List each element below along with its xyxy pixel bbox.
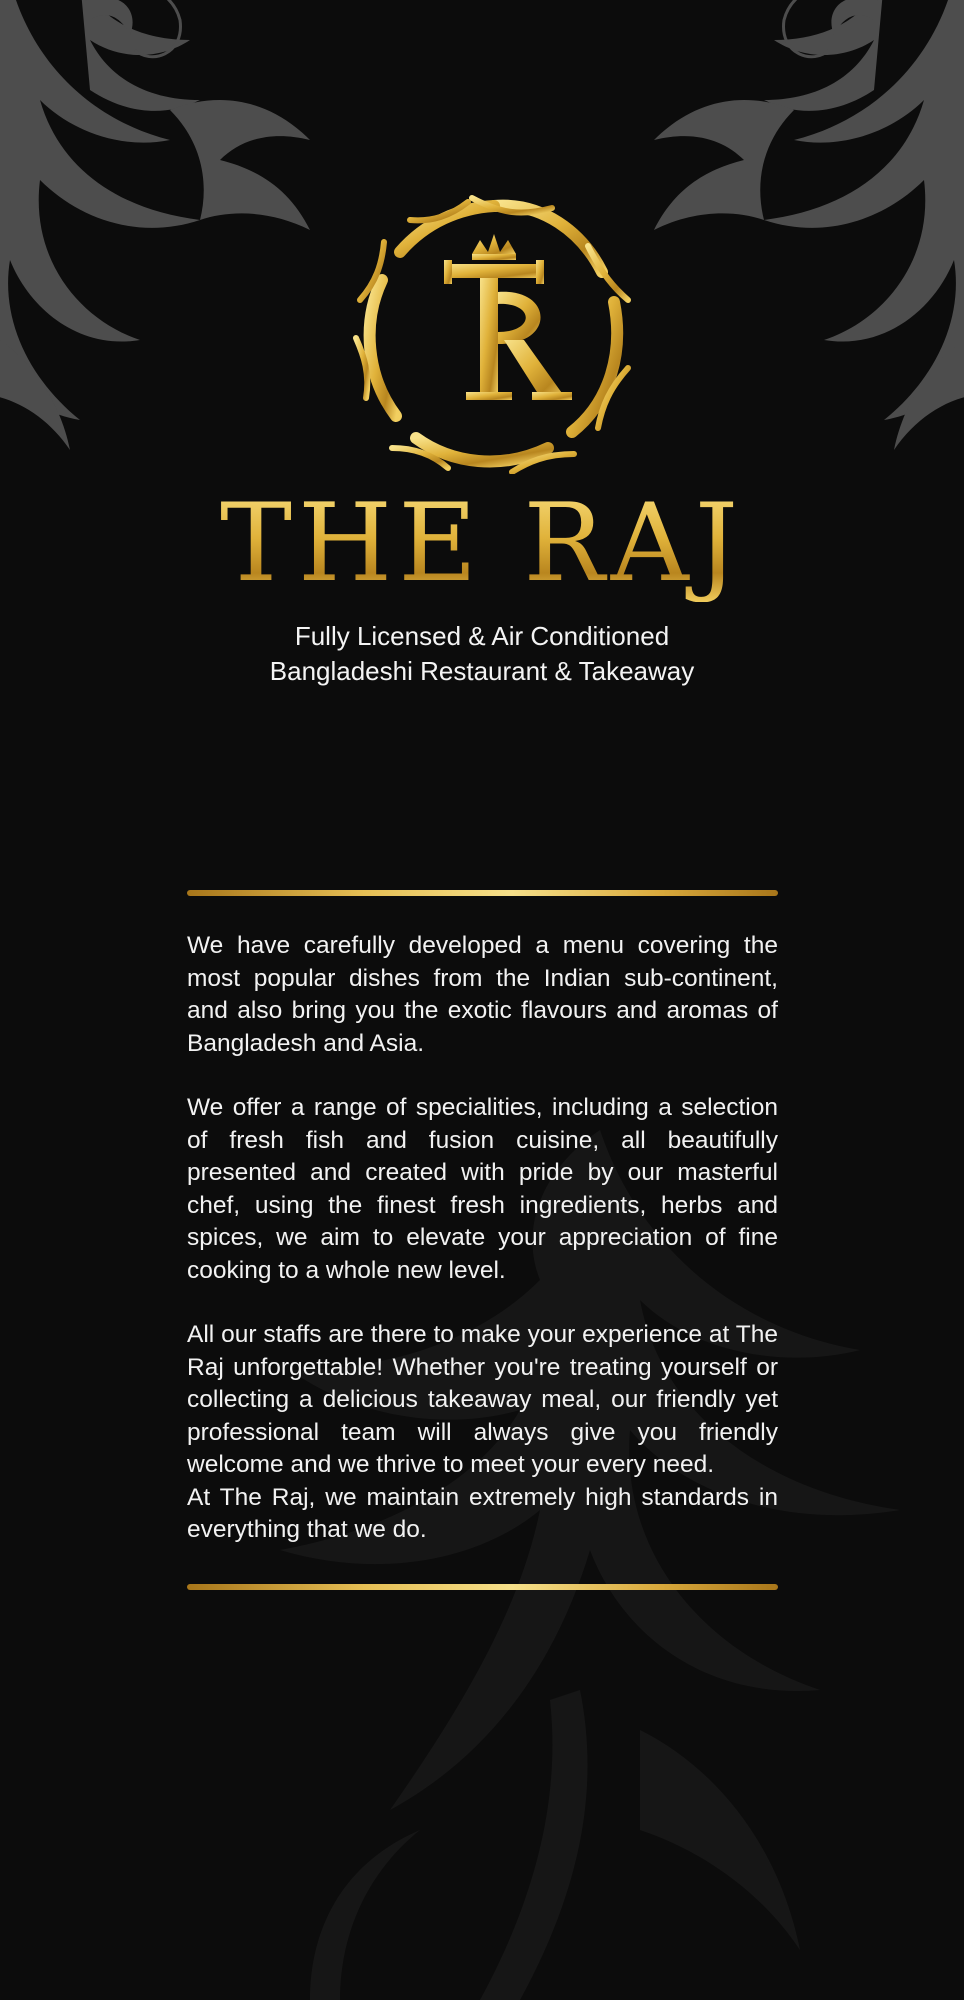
brand-name: THE RAJ <box>0 486 964 602</box>
gold-divider-bottom <box>187 1584 778 1590</box>
tagline-licensed: Fully Licensed & Air Conditioned <box>294 621 670 651</box>
tagline-restaurant-type: Bangladeshi Restaurant & Takeaway <box>269 656 695 686</box>
intro-paragraph-specialities: We offer a range of specialities, including a selection of fresh fish and fusion cuisine, all beautifully presented and created with pride by our masterful chef, using the finest fresh ingredients, herbs and spices, we aim to elevate your appreciation of fine cooking to a whole new level. <box>187 1094 778 1284</box>
floral-ornament-top-right-icon <box>614 0 964 460</box>
gold-divider-top <box>187 890 778 896</box>
floral-ornament-top-left-icon <box>0 0 350 460</box>
raj-crest-emblem-icon <box>352 192 636 474</box>
intro-paragraph-staff: All our staffs are there to make your experience at The Raj unforgettable! Whether you're treating yourself or collecting a delicious takeaway meal, our friendly yet professional team will always give you friendly welcome and we thrive to meet your every need. <box>187 1321 778 1478</box>
intro-paragraph-menu: We have carefully developed a menu covering the most popular dishes from the Indian sub-continent, and also bring you the exotic flavours and aromas of Bangladesh and Asia. <box>187 932 778 1057</box>
intro-paragraph-standards: At The Raj, we maintain extremely high standards in everything that we do. <box>187 1483 778 1543</box>
intro-text <box>187 930 778 1547</box>
